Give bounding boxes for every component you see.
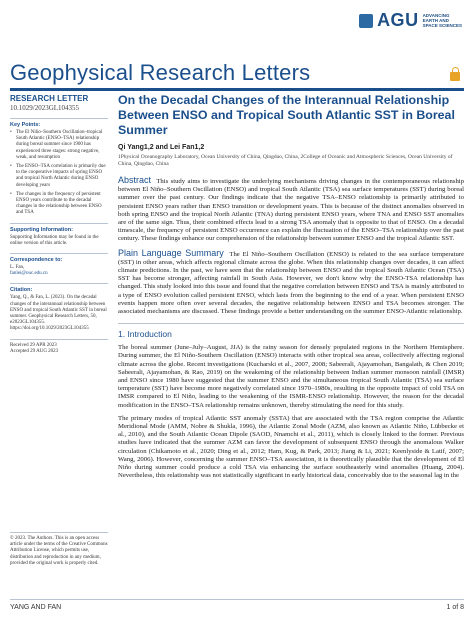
page-number: 1 of 8 bbox=[446, 604, 464, 611]
received-date: Received 29 APR 2023 bbox=[10, 342, 57, 348]
divider bbox=[10, 283, 108, 284]
key-point: • The El Niño–Southern Oscillation–tropical South Atlantic (ENSO–TSA) relationship during boreal summer since 1900 has experienced three stages: strong negative, weak, and resumption bbox=[10, 130, 108, 161]
article-body bbox=[118, 88, 464, 486]
footer-authors: YANG AND FAN bbox=[10, 604, 62, 611]
key-points-heading: Key Points: bbox=[10, 122, 41, 128]
affiliations: 1Physical Oceanography Laboratory, Ocean University of China, Qingdao, China, 2College of Oceanic and Atmospheric Sciences, Ocean University of China, Qingdao, China bbox=[118, 154, 453, 167]
introduction-heading: 1. Introduction bbox=[118, 329, 172, 340]
open-access-lock-icon bbox=[450, 72, 460, 81]
divider bbox=[10, 223, 108, 224]
key-point: • The ENSO–TSA correlation is primarily due to the cooperative impacts of spring ENSO and tropical North Atlantic during ENSO developing years bbox=[10, 164, 108, 189]
paragraph: The primary modes of tropical Atlantic SST anomaly (SSTA) that are associated with the TSA region comprise the Atlantic Meridional Mode (AMM, Nobre & Shukla, 1996), the Atlantic Zonal Mode (AZM, also known as Atlantic Niño, Lübbecke et al., 2010), and the South Atlantic Ocean Dipole (SAOD, Nnamchi et al., 2011), which is closely linked to the former. Previous studies have indicated that the summer AZM can favor the development of subsequent ENSO through the anomalous Walker circulation (Chikamoto et al., 2020; Ding et al., 2012; Ham, Kug, & Park, 2013; Jiang & Li, 2021; Keenlyside & Latif, 2007; Wang, 2006). However, concerning the summer ENSO–TSA association, it is theoretically plausible that the development of El Niño during summer could produce a cold TSA via enhancing the surface southeasterly wind anomalies (Huang, 2004). Nevertheless, this relationship was not statistically significant in early historical data, conceivably due to the seasonal lag in the bbox=[118, 414, 464, 480]
footer-rule bbox=[10, 599, 464, 600]
section-divider bbox=[118, 323, 464, 324]
abstract-text: This study aims to investigate the underlying mechanisms driving changes in the contemporaneous relationship between El Niño–Southern Oscillation (ENSO) and tropical South Atlantic (TSA) sea surface temperatures (SST) during boreal summer over the past century. Our findings indicate that the negative TSA–ENSO relationship is primarily attributed to persistent ENSO years rather than ENSO transition or development years. This is because of the distinct anomalies observed in both spring ENSO and the tropical North Atlantic (TNA) during persistent ENSO years, where TNA and ENSO SST anomalies are of the same sign. Thus, their combined effects lead to a strong TSA anomaly that is opposite to that of ENSO. On a decadal timescale, the frequency of persistent ENSO occurrence can explain the fluctuation of the ENSO–TSA relationship over the past century. These findings enhance our comprehension of the relationship between summer ENSO and the tropical Atlantic SST. bbox=[118, 178, 464, 243]
pls-text: The El Niño–Southern Oscillation (ENSO) is related to the sea surface temperature (SST) in other areas, which affects regional climate across the globe. When this relationship changes over decades, it can affect climate predictions. In the past, we have seen that the relationship between ENSO and the tropical South Atlantic Ocean (TSA) SST has become stronger, affecting rainfall in South Asia. However, we don't know why the ENSO-TSA relationship has changed. This study looked into this issue and found that the negative correlation between ENSO and TSA is mainly attributed to a type of ENSO evolution called persistent ENSO, which lasts from the beginning to the end of a year. When persistent ENSO events happen more often over several decades, the negative relationship between ENSO and TSA becomes stronger. The associated mechanisms are discussed. These findings provide a better understanding on the summer ENSO-Atlantic relationship. bbox=[118, 250, 464, 316]
citation-heading: Citation: bbox=[10, 287, 33, 294]
pls-heading: Plain Language Summary bbox=[118, 247, 224, 258]
correspondence-email-link[interactable]: fanlei@ouc.edu.cn bbox=[10, 271, 48, 277]
license bbox=[10, 532, 108, 567]
divider bbox=[10, 339, 108, 340]
agu-logo-text: AGU bbox=[377, 10, 419, 30]
correspondence-heading: Correspondence to: bbox=[10, 257, 63, 264]
abstract bbox=[118, 176, 464, 244]
paragraph: The boreal summer (June–July–August, JJA) is the rainy season for densely populated regions in the Northern Hemisphere. During summer, the El Niño-Southern Oscillation (ENSO) interacts with other tropical sea areas, collectively affecting regional climate across the globe. Recent investigations (Kucharski et al., 2007, 2008; Sabeerali, Ajayamohan, Bangalath, & Chen 2019; Sabeerali, Ajayamohan, & Rao, 2019) on the weakening of the relationship between Indian summer monsoon rainfall (IMSR) and ENSO since 1980 have suggested that the summer ENSO and the simultaneous tropical South Atlantic (TSA) sea surface temperature (SST) have become more negatively correlated since 1970–1980s, resulting in the opposite impact of cold TSA on IMSR compared to El Niño, leading to the weakening of the ISMR-ENSO relationship. However, the reason for the decadal modification in the ENSO–TSA relationship remains unknown, thereby stimulating the need for this study. bbox=[118, 344, 464, 409]
supporting-info-heading: Supporting Information: bbox=[10, 226, 73, 233]
agu-logo-icon bbox=[359, 14, 373, 28]
divider bbox=[10, 532, 108, 533]
supporting-info-text: Supporting Information may be found in the online version of this article. bbox=[10, 234, 99, 246]
accepted-date: Accepted 29 AUG 2023 bbox=[10, 348, 59, 354]
article-type: RESEARCH LETTER bbox=[10, 94, 89, 103]
agu-logo[interactable] bbox=[359, 10, 462, 31]
correspondence-name: L. Fan, bbox=[10, 265, 25, 271]
divider bbox=[10, 118, 108, 119]
citation-text: Yang, Q., & Fan, L. (2023). On the decadal changes of the interannual relationship between ENSO and tropical South Atlantic SST in boreal summer. Geophysical Research Letters, 50, e2023GL104355. https://doi.org/10.1029/2023GL104355 bbox=[10, 295, 107, 332]
agu-logo-tagline: ADVANCING EARTH AND SPACE SCIENCES bbox=[422, 13, 462, 28]
paper-title: On the Decadal Changes of the Interannual Relationship Between ENSO and Tropical South Atlantic SST in Boreal Summer bbox=[118, 93, 455, 137]
license-text: © 2023. The Authors. This is an open access article under the terms of the Creative Commons Attribution License, which permits use, distribution and reproduction in any medium, provided the original work is properly cited. bbox=[10, 536, 108, 566]
divider bbox=[10, 253, 108, 254]
plain-language-summary bbox=[118, 249, 464, 317]
journal-title: Geophysical Research Letters bbox=[10, 60, 311, 85]
sidebar bbox=[10, 94, 108, 355]
abstract-heading: Abstract bbox=[118, 175, 152, 185]
doi: 10.1029/2023GL104355 bbox=[10, 104, 80, 112]
key-points-list bbox=[10, 130, 108, 217]
header bbox=[0, 0, 474, 56]
footer bbox=[10, 604, 464, 611]
authors: Qi Yang1,2 and Lei Fan1,2 bbox=[118, 144, 205, 151]
key-point: • The changes in the frequency of persistent ENSO years contribute to the decadal changes in the relationship between ENSO and TSA bbox=[10, 192, 108, 217]
